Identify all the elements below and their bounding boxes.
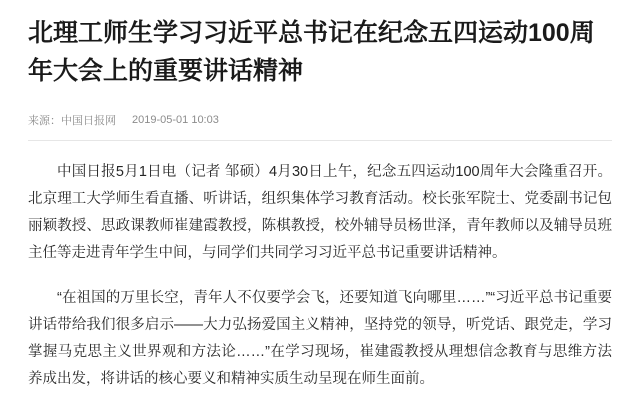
- article-body: [28, 159, 612, 393]
- article-meta: [28, 112, 612, 128]
- source-label: 来源：: [28, 115, 61, 127]
- article-paragraph: 中国日报5月1日电（记者 邹硕）4月30日上午，纪念五四运动100周年大会隆重召开。北京理工大学师生看直播、听讲话，组织集体学习教育活动。校长张军院士、党委副书记包丽颖教授、思政课教师崔建霞教授，陈棋教授，校外辅导员杨世泽，青年教师以及辅导员班主任等走进青年学生中间，与同学们共同学习习近平总书记重要讲话精神。: [28, 164, 612, 261]
- source-name[interactable]: 中国日报网: [61, 115, 116, 127]
- page-title: 北理工师生学习习近平总书记在纪念五四运动100周年大会上的重要讲话精神: [28, 19, 595, 85]
- header-divider: [28, 140, 612, 141]
- article-paragraph: “在祖国的万里长空，青年人不仅要学会飞，还要知道飞向哪里……”“习近平总书记重要讲话带给我们很多启示——大力弘扬爱国主义精神，坚持党的领导，听党话、跟党走，学习掌握马克思主义世界观和方法论……”在学习现场，崔建霞教授从理想信念教育与思维方法养成出发，将讲话的核心要义和精神实质生动呈现在师生面前。: [28, 290, 612, 387]
- publish-datetime: 2019-05-01 10:03: [132, 114, 219, 126]
